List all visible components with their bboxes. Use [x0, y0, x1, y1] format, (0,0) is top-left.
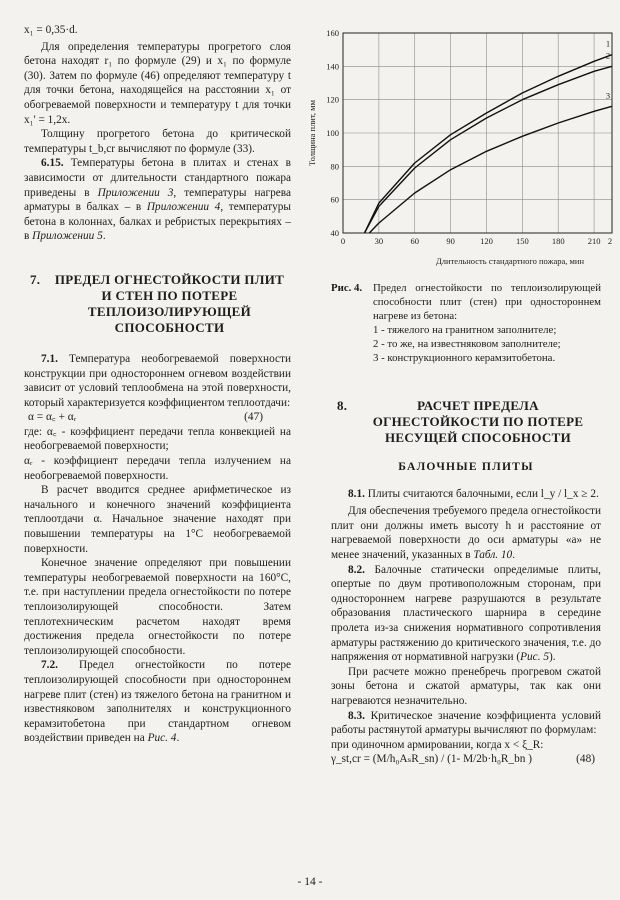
equation-number: (48): [576, 753, 595, 766]
paragraph: Конечное значение определяют при повышении температуры необогреваемой поверхности на 160°С, т.е. при наступлении предела огнестойкости по потере теплоизолирующей способности. Затем теплотехническим расчетом находят время достижения предела огнестойкости по потере теплоизолирующей способности.: [24, 557, 291, 657]
item-number: 7.2.: [41, 659, 58, 672]
series-label-2: 2: [605, 50, 611, 61]
paragraph: При расчете можно пренебречь прогревом сжатой зоны бетона и сжатой арматуры, так как они нагреваются незначительно.: [331, 665, 601, 707]
text: .: [176, 732, 180, 745]
x-axis-label: Длительность стандартного пожара, мин: [436, 256, 584, 266]
left-column: [24, 0, 291, 746]
section-title: ПРЕДЕЛ ОГНЕСТОЙКОСТИ ПЛИТ И СТЕН ПО ПОТЕРЕ ТЕПЛОИЗОЛИРУЮЩЕЙ СПОСОБНОСТИ: [54, 271, 285, 335]
text: , температуры нагрева арматуры в балках – в: [24, 186, 291, 214]
y-axis-label: Толщина плит, мм: [307, 100, 317, 166]
series-labels: [606, 39, 610, 101]
legend-item: 1 - тяжелого на гранитном заполнителе;: [373, 324, 557, 336]
y-tick-label: 120: [326, 94, 339, 105]
paragraph: где: α꜀ - коэффициент передачи тепла конвекцией на необогреваемой поверхности;: [24, 425, 291, 453]
text: Для обеспечения требуемого предела огнестойкости плит они должны иметь высоту h и расстояние от нагреваемой поверхности до оси арматуры «a» не менее значений, указанных в: [331, 505, 601, 561]
x-tick-label: 90: [446, 236, 455, 246]
x-tick-label: 2: [607, 236, 613, 246]
figure-caption: [331, 281, 601, 323]
y-tick-label: 100: [326, 128, 339, 138]
equation-48: [331, 752, 601, 767]
page-number: - 14 -: [297, 876, 323, 888]
y-tick-label: 40: [330, 228, 339, 238]
text: Температуры бетона в плитах и стенах в зависимости от длительности стандартного пожара приведены в: [24, 157, 291, 199]
figure-legend: [331, 323, 601, 365]
x-tick-label: 60: [410, 236, 419, 246]
item-number: 8.3.: [348, 709, 365, 722]
item-number: 8.2.: [348, 563, 365, 576]
x-tick-label: 120: [480, 236, 493, 246]
text: , температуры бетона в колоннах, балках и ребристых перекрытиях – в: [24, 201, 291, 243]
figure-link: Рис. 4: [147, 732, 177, 745]
x-tick-label: 30: [374, 236, 384, 246]
item-number: 7.1.: [41, 352, 58, 365]
equation: γ_st,cr = (M/h₀AₛR_sn) / (1- M/2b·h₀R_bn ): [331, 753, 532, 766]
section-number: 7.: [30, 271, 41, 287]
caption-text: Предел огнестойкости по теплоизолирующей способности плит (стен) при одностороннем нагреве из бетона:: [373, 282, 601, 322]
item-number: 8.1.: [348, 487, 365, 500]
legend-item: 3 - конструкционного керамзитобетона.: [373, 352, 556, 364]
equation-47: [24, 410, 291, 425]
item-number: 6.15.: [41, 157, 64, 170]
text: Температура необогреваемой поверхности конструкции при одностороннем огневом воздействии зависит от условий теплообмена на этой поверхности, который характеризуется коэффициентом теплоотдачи:: [24, 352, 291, 409]
section-title: РАСЧЕТ ПРЕДЕЛА ОГНЕСТОЙКОСТИ ПО ПОТЕРЕ НЕСУЩЕЙ СПОСОБНОСТИ: [372, 398, 584, 445]
text: Критическое значение коэффициента условий работы растянутой арматуры вычисляют по формулам:: [331, 709, 601, 737]
y-tick-label: 140: [326, 61, 339, 72]
paragraph: αᵣ - коэффициент передачи тепла излучением на необогреваемой поверхности.: [24, 455, 291, 482]
figure-number: Рис. 4.: [331, 282, 363, 294]
section-8-heading: [331, 398, 601, 446]
paragraph: при одиночном армировании, когда x < ξ_R:: [331, 738, 544, 751]
text: Плиты считаются балочными, если l_y / l_x ≥ 2.: [367, 487, 599, 500]
text: Предел огнестойкости по потере теплоизолирующей способности при одностороннем нагреве плит (стен) из тяжелого бетона на гранитном и известняковом заполнителях и конструкционного керамзитобетона при стандартном огневом воздействии приведен на: [24, 659, 292, 745]
paragraph-8-1: [331, 487, 601, 502]
paragraph: [331, 504, 601, 562]
x-tick-label: 0: [340, 236, 346, 246]
x-tick-label: 150: [515, 236, 529, 246]
x-tick-label: 180: [551, 236, 565, 246]
text: .: [102, 230, 106, 243]
paragraph-7-1: [24, 352, 291, 410]
appendix-link: Приложении 4: [146, 201, 221, 214]
paragraph: В расчет вводится среднее арифметическое из начального и конечного значений коэффициента теплоотдачи α. Начальное значение находят при повышении температуры на 1°С необогреваемой поверхности.: [24, 484, 291, 555]
paragraph-6-15: [24, 156, 291, 244]
table-link: Табл. 10: [473, 548, 513, 561]
paragraph: Для определения температуры прогретого слоя бетона находят r₁ по формуле (29) и x₁ по формуле (30). Затем по формуле (46) определяют температуру t для точки бетона, находящейся на расстоянии x₁ от обогреваемой поверхности и температуру t для точки x₁' = 1,2x.: [24, 40, 291, 126]
figure-link: Рис. 5: [520, 651, 549, 664]
text: Балочные статически определимые плиты, опертые по двум противоположным сторонам, при одностороннем нагреве разрушаются в результате образования пластического шарнира в середине пролета из-за снижения нормативного сопротивления арматуры растяжению до критического значения, т.е. до напряжения от нормативной нагрузки (: [331, 563, 601, 664]
paragraph-8-3: [331, 709, 601, 738]
section-number: 8.: [337, 398, 348, 413]
y-tick-label: 60: [330, 194, 339, 205]
legend-item: 2 - то же, на известняковом заполнителе;: [373, 338, 561, 350]
equation-number: (47): [244, 411, 263, 424]
appendix-link: Приложении 3: [97, 186, 174, 199]
formula-x1: x₁ = 0,35·d.: [24, 24, 78, 36]
series-label-3: 3: [605, 90, 611, 101]
x-tick-label: 210: [587, 236, 601, 246]
text: .: [512, 548, 516, 561]
y-tick-label: 80: [330, 161, 339, 172]
appendix-link: Приложении 5: [32, 230, 103, 243]
series-label-1: 1: [605, 38, 611, 49]
y-tick-label: 160: [326, 28, 339, 38]
paragraph-7-2: [24, 658, 291, 746]
section-7-heading: [24, 272, 291, 336]
equation: α = α꜀ + αᵣ: [28, 411, 77, 424]
paragraph-8-2: [331, 563, 601, 665]
subheading: БАЛОЧНЫЕ ПЛИТЫ: [398, 460, 534, 473]
right-column: [331, 0, 601, 767]
text: ).: [549, 651, 556, 664]
paragraph: Толщину прогретого бетона до критической температуры t_b,cr вычисляют по формуле (33).: [24, 128, 291, 155]
